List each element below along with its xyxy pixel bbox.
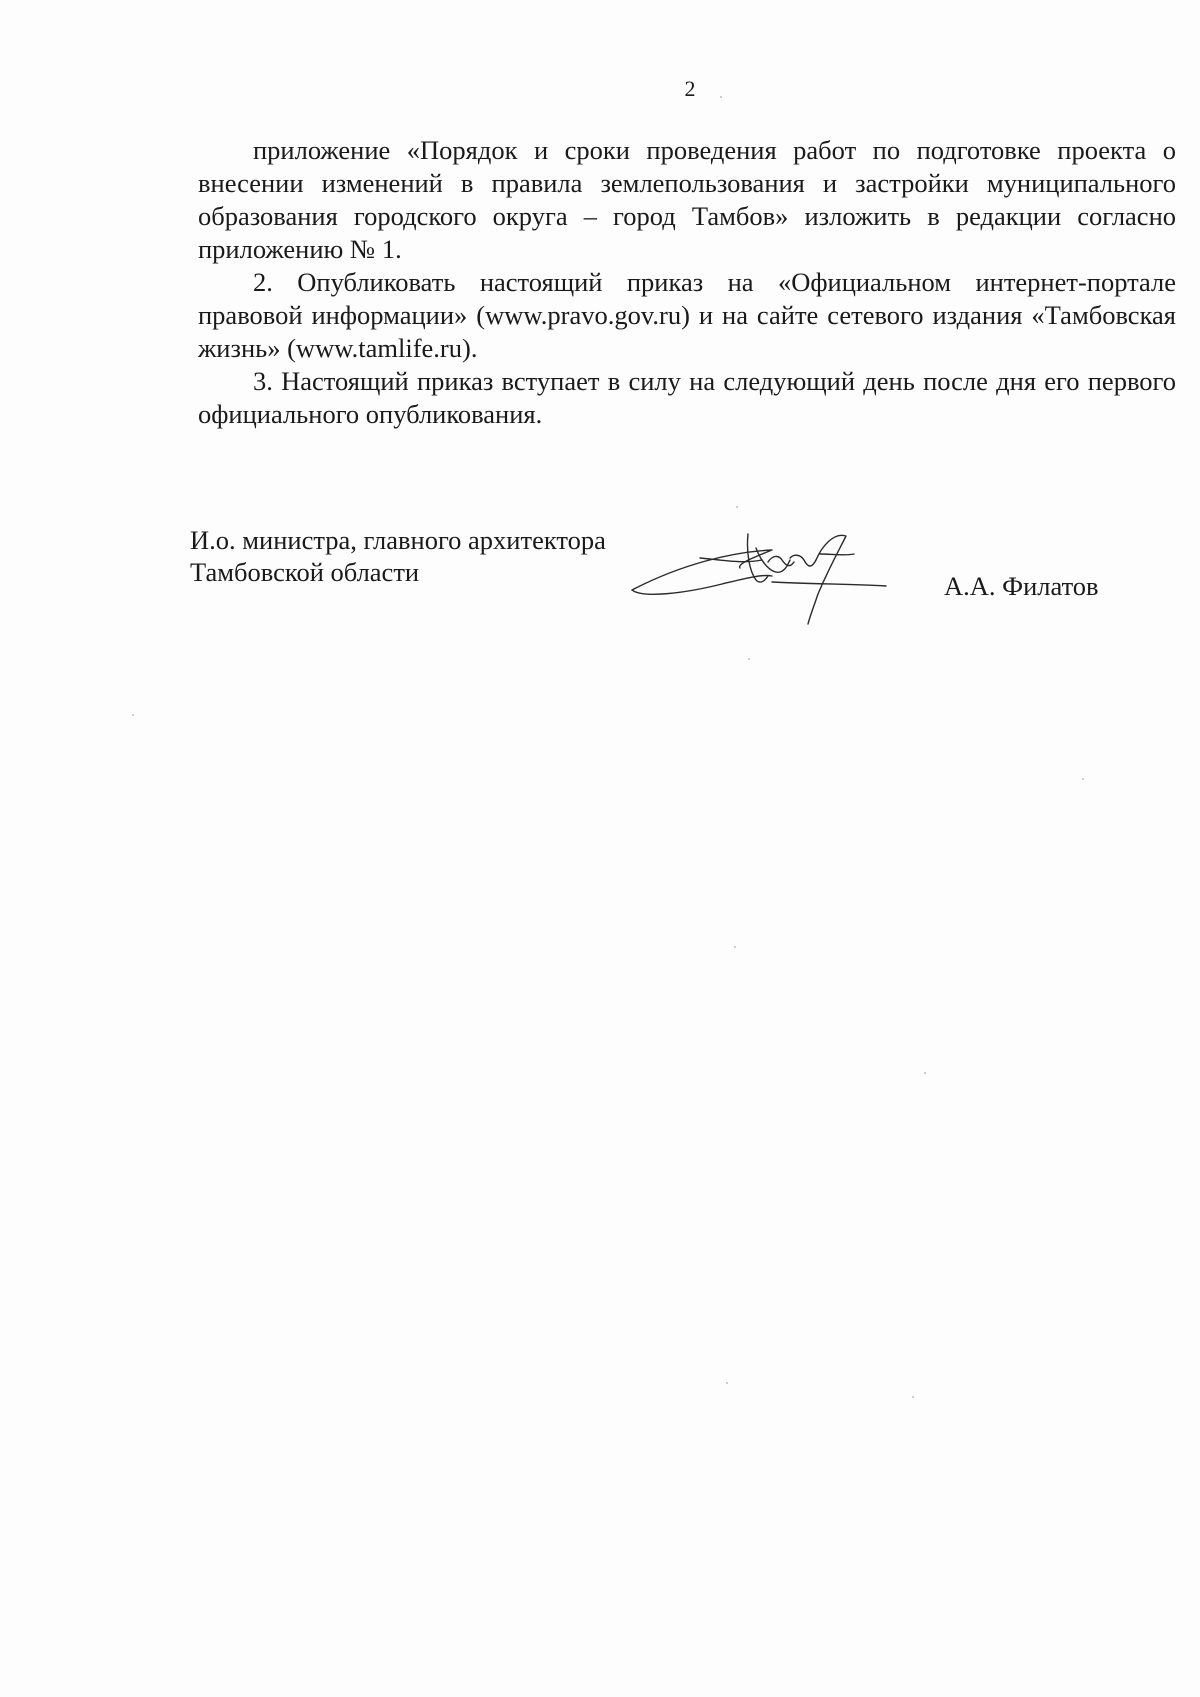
signatory-position-line-2: Тамбовской области [190,557,420,587]
scan-speck [720,96,722,98]
signatory-position-line-1: И.о. министра, главного архитектора [190,525,606,555]
signatory-name: А.А. Филатов [944,571,1099,601]
scan-speck [912,1396,914,1398]
handwritten-signature [622,524,912,644]
signatory-position [190,524,606,588]
paragraph-effective: 3. Настоящий приказ вступает в силу на следующий день после дня его первого официального опубликования. [198,366,1176,429]
scan-speck [726,1382,728,1384]
page-number: 2 [684,76,696,101]
scan-speck [132,714,134,716]
document-body [198,134,1176,431]
paragraph-publish: 2. Опубликовать настоящий приказ на «Официальном интернет-портале правовой информации» (www.pravo.gov.ru) и на сайте сетевого издания «Тамбовская жизнь» (www.tamlife.ru). [198,267,1176,363]
scan-speck [1082,778,1084,780]
scan-speck [736,506,738,508]
scan-speck [734,946,736,948]
scan-speck [924,1072,926,1074]
paragraph-appendix: приложение «Порядок и сроки проведения работ по подготовке проекта о внесении изменений в правила землепользования и застройки муниципального образования городского округа – город Тамбов» изложить в редакции согласно приложению № 1. [198,135,1176,264]
signature-block [190,524,1190,644]
scan-speck [748,658,750,660]
